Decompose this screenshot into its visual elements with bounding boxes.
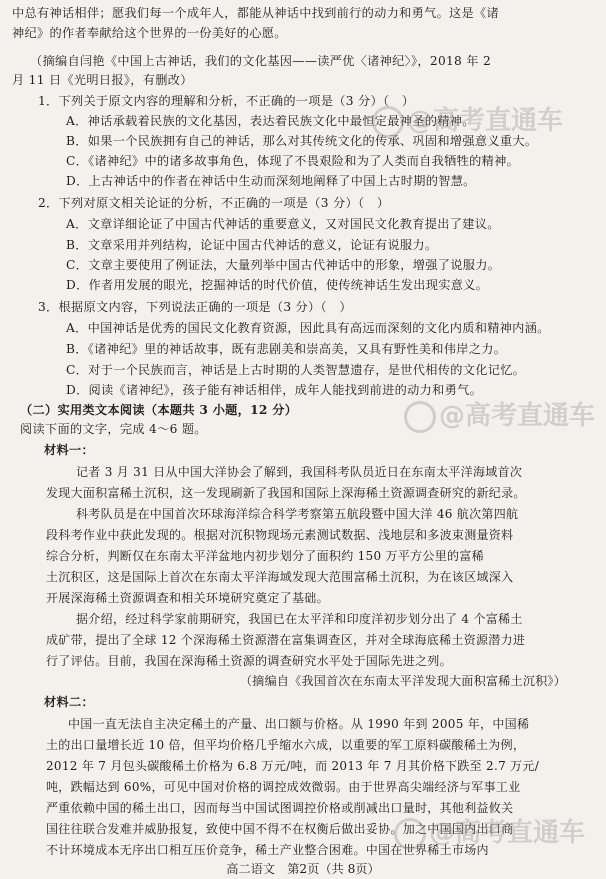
- question-3: 3．根据原文内容，下列说法正确的一项是（3 分）（ ）: [38, 300, 352, 314]
- text-line: 土沉积区，这是国际上首次在东南太平洋海域发现大范围富稀土沉积，为在该区域深入: [46, 570, 514, 584]
- text-line: 吨，跌幅达到 60%，可见中国对价格的调控成效微弱。由于世界高尖端经济与军事工业: [46, 780, 521, 794]
- text-line: 不计环境成本无序出口相互压价竞争，稀土产业整合困难。中国在世界稀土市场内: [46, 843, 489, 857]
- material-1-title: 材料一：: [44, 443, 94, 457]
- option-c: C．对于一个民族而言，神话是上古时期的人类智慧遗存，是世代相传的文化记忆。: [66, 363, 526, 377]
- text-line: 行了评估。目前，我国在深海稀土资源的调查研究水平处于国际先进之列。: [46, 654, 452, 668]
- text-line: 综合分析，判断仅在东南太平洋盆地内初步划分了面积约 150 万平方公里的富稀: [46, 549, 484, 563]
- option-b: B．如果一个民族拥有自己的神话，那么对其传统文化的传承、巩固和增强意义重大。: [66, 134, 538, 148]
- watermark: [404, 395, 595, 433]
- text-line: 科考队员是在中国首次环球海洋综合科学考察第五航段暨中国大洋 46 航次第四航: [76, 507, 519, 521]
- watermark-text: @高考直通车: [439, 401, 596, 431]
- source-line: （摘编自《我国首次在东南太平洋发现大面积富稀土沉积》）: [240, 674, 567, 688]
- option-d: D．作者用发展的眼光，挖掘神话的时代价值，使传统神话生发出现实意义。: [66, 278, 489, 292]
- page-footer: 高二语文 第2页（共 8页）: [226, 862, 380, 876]
- text-line: 记者 3 月 31 日从中国大洋协会了解到，我国科考队员近日在东南太平洋海域首次: [76, 465, 523, 479]
- text-line: 段科考作业中获此发现的。根据对沉积物现场元素测试数据、浅地层和多波束测量资料: [46, 528, 514, 542]
- instruction: 阅读下面的文字，完成 4～6 题。: [20, 422, 207, 436]
- text-line: 土的出口量增长近 10 倍，但平均价格几乎缩水六成，以重要的军工原料碳酸稀土为例，: [46, 738, 526, 752]
- option-a: A．神话承载着民族的文化基因，表达着民族文化中最恒定最神圣的精神。: [66, 114, 475, 128]
- text-line: 严重依赖中国的稀土出口，因而每当中国试图调控价格或削减出口量时，其他利益攸关: [46, 801, 514, 815]
- option-c: C．文章主要使用了例证法，大量列举中国古代神话中的形象，增强了说服力。: [66, 258, 501, 272]
- option-d: D．阅读《诸神纪》，孩子能有神话相伴，成年人能找到前进的动力和勇气。: [66, 383, 483, 397]
- text-line: 成矿带，提出了全球 12 个深海稀土资源潜在富集调查区，并对全球海底稀土资源潜力进: [46, 633, 526, 647]
- text-line: 开展深海稀土资源调查和相关环境研究奠定了基础。: [46, 591, 329, 605]
- option-d: D．上古神话中的作者在神话中生动而深刻地阐释了中国上古时期的智慧。: [66, 174, 476, 188]
- option-a: A．文章详细论证了中国古代神话的重要意义，又对国民文化教育提出了建议。: [66, 217, 500, 231]
- text-line: 据介绍，经过科学家前期研究，我国已在太平洋和印度洋初步划分出了 4 个富稀土: [76, 612, 523, 626]
- material-2-title: 材料二：: [44, 695, 94, 709]
- watermark-text: @高考直通车: [407, 106, 564, 136]
- text-line: 国往往联合发难并威胁报复，致使中国不得不在权衡后做出妥协。加之中国国内出口商: [46, 822, 514, 836]
- option-b: B．文章采用并列结构，论证中国古代神话的意义，论证有说服力。: [66, 238, 438, 252]
- question-2: 2．下列对原文相关论证的分析，不正确的一项是（3 分）（ ）: [38, 196, 390, 210]
- watermark-logo-icon: [404, 401, 436, 433]
- source-line: （摘编自闫艳《中国上古神话，我们的文化基因——读严优〈诸神纪〉》，2018 年 2: [30, 54, 491, 68]
- option-c: C．《诸神纪》中的诸多故事角色，体现了不畏艰险和为了人类而自我牺牲的精神。: [66, 154, 520, 168]
- source-line: 月 11 日《光明日报》，有删改）: [12, 73, 193, 87]
- text-line: 发现大面积富稀土沉积，这一发现刷新了我国和国际上深海稀土资源调查研究的新纪录。: [46, 486, 526, 500]
- option-b: B．《诸神纪》里的神话故事，既有悲剧美和崇高美，又具有野性美和伟岸之力。: [66, 342, 507, 356]
- text-line: 中总有神话相伴；愿我们每一个成年人，都能从神话中找到前行的动力和勇气。这是《诸: [12, 6, 500, 20]
- text-line: 2012 年 7 月包头碳酸稀土价格为 6.8 万元/吨，而 2013 年 7 月其价格下跌至 2.7 万元/: [46, 759, 540, 773]
- question-1: 1．下列关于原文内容的理解和分析，不正确的一项是（3 分）（ ）: [38, 94, 415, 108]
- text-line: 神纪》的作者奉献给这个世界的一份美好的心愿。: [12, 26, 287, 40]
- section-heading: （二）实用类文本阅读（本题共 3 小题，12 分）: [20, 403, 298, 417]
- text-line: 中国一直无法自主决定稀土的产量、出口额与价格。从 1990 年到 2005 年，中国稀: [68, 717, 530, 731]
- watermark-text: @高考直通车: [429, 818, 586, 848]
- option-a: A．中国神话是优秀的国民文化教育资源，因此具有高远而深刻的文化内质和精神内涵。: [66, 321, 550, 335]
